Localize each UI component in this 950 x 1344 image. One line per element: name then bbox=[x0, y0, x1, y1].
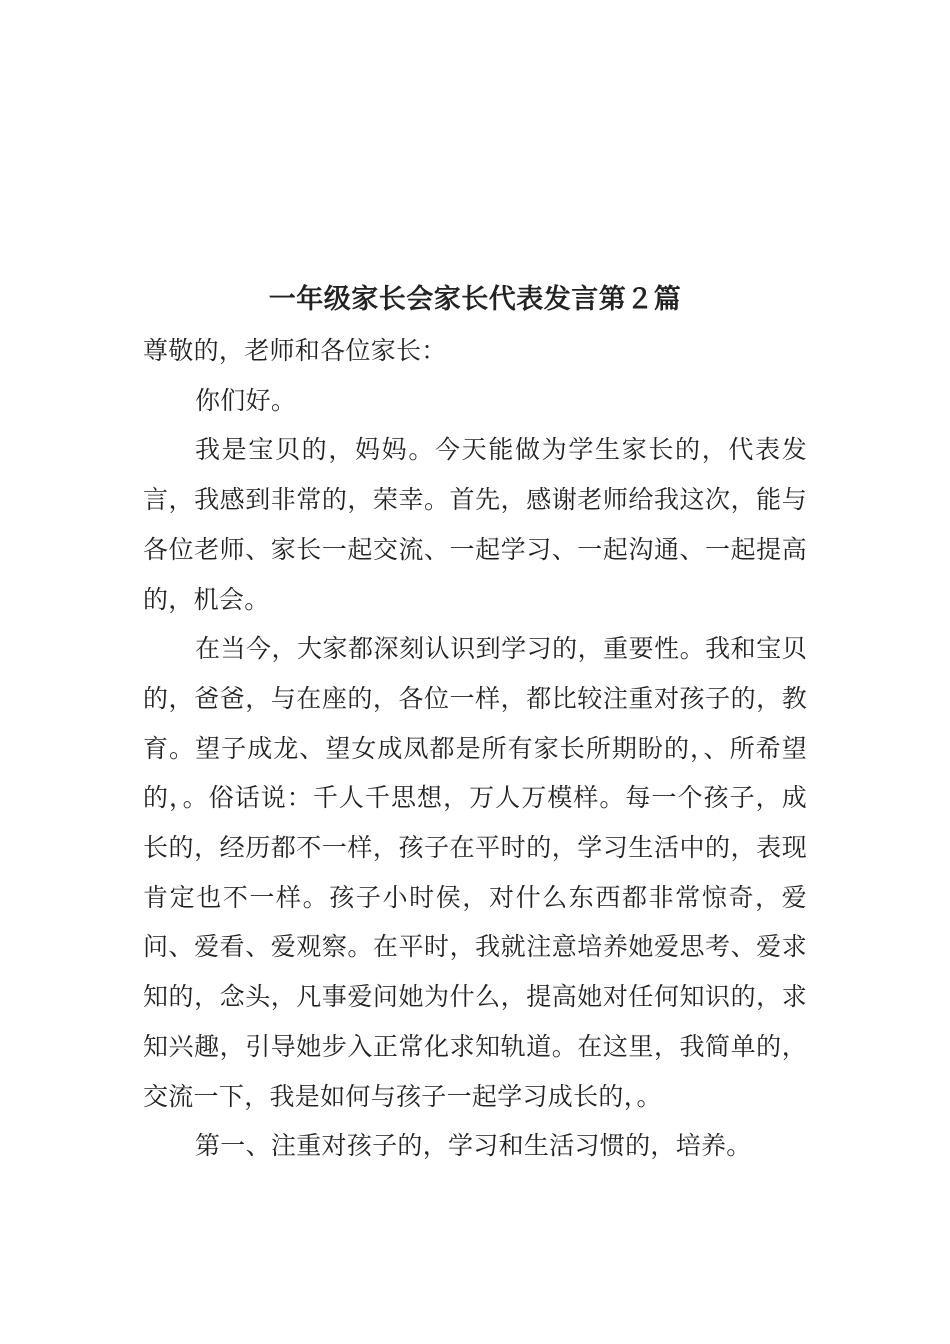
document-body bbox=[143, 326, 807, 1171]
paragraph-education: 在当今，大家都深刻认识到学习的，重要性。我和宝贝的，爸爸，与在座的，各位一样，都比较注重对孩子的，教育。望子成龙、望女成凤都是所有家长所期盼的，、所希望的，。俗话说：千人千思想，万人万模样。每一个孩子，成长的，经历都不一样，孩子在平时的，学习生活中的，表现肯定也不一样。孩子小时侯，对什么东西都非常惊奇，爱问、爱看、爱观察。在平时，我就注意培养她爱思考、爱求知的，念头，凡事爱问她为什么，提高她对任何知识的，求知兴趣，引导她步入正常化求知轨道。在这里，我简单的，交流一下，我是如何与孩子一起学习成长的，。 bbox=[143, 634, 807, 1111]
paragraph-point-one: 第一、注重对孩子的，学习和生活习惯的，培养。 bbox=[195, 1131, 752, 1161]
salutation: 尊敬的，老师和各位家长： bbox=[143, 336, 447, 365]
paragraph-introduction: 我是宝贝的，妈妈。今天能做为学生家长的，代表发言，我感到非常的，荣幸。首先，感谢老师给我这次，能与各位老师、家长一起交流、一起学习、一起沟通、一起提高的，机会。 bbox=[143, 435, 807, 614]
paragraph-greeting: 你们好。 bbox=[195, 385, 297, 415]
document-title: 一年级家长会家长代表发言第２篇 bbox=[268, 284, 682, 315]
